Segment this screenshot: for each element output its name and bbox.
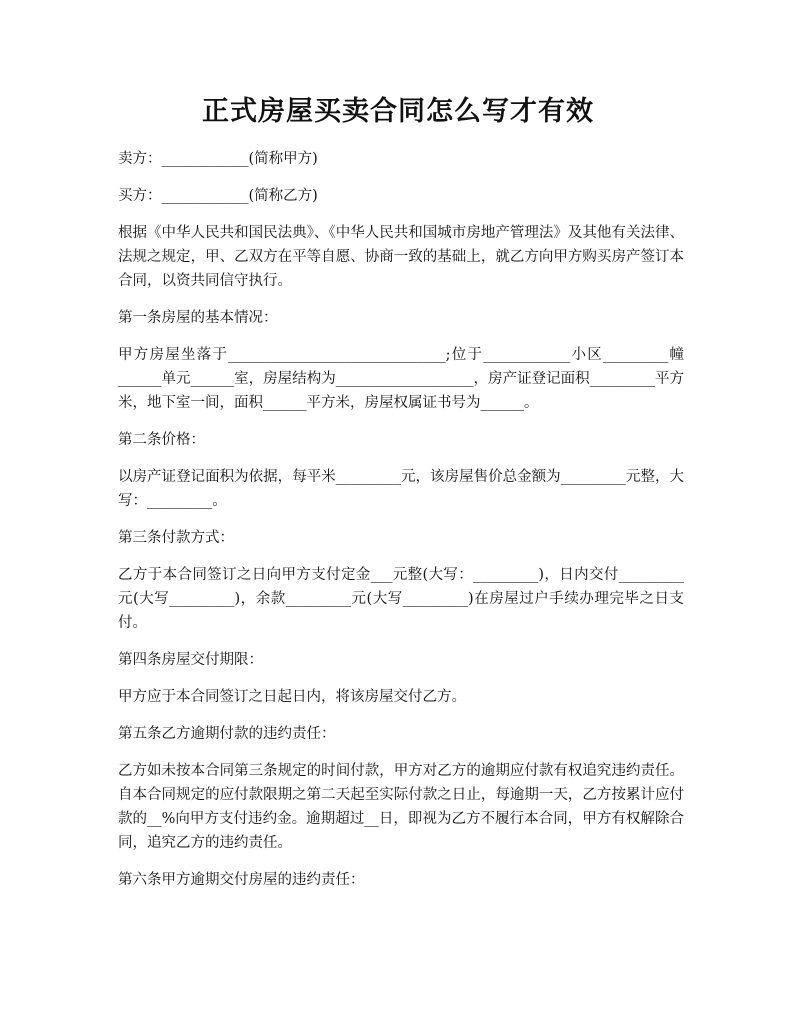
buyer-line: 买方：____________(简称乙方) — [118, 188, 318, 204]
document-body — [118, 147, 684, 905]
article-4-body: 甲方应于本合同签订之日起日内，将该房屋交付乙方。 — [118, 689, 466, 705]
article-6-heading: 第六条甲方逾期交付房屋的违约责任： — [118, 872, 365, 888]
article-1-body: 甲方房屋坐落于______________________________;位于____________小区_________幢______单元______室，房屋结构为___________________，房产证登记面积_________平方米，地下室一间，面积______平方米，房屋权属证书号为______。 — [118, 347, 684, 411]
article-2-heading: 第二条价格： — [118, 432, 205, 448]
article-3-body: 乙方于本合同签订之日向甲方支付定金___元整(大写：_________)，日内交付_________元(大写_________)，余款_________元(大写_________)在房屋过户手续办理完毕之日支付。 — [118, 567, 684, 631]
article-2-body: 以房产证登记面积为依据，每平米_________元，该房屋售价总金额为_________元整，大写：_________。 — [118, 469, 684, 509]
article-4-heading: 第四条房屋交付期限： — [118, 652, 263, 668]
article-1-heading: 第一条房屋的基本情况： — [118, 310, 278, 326]
seller-line: 卖方：____________(简称甲方) — [118, 151, 318, 167]
article-3-heading: 第三条付款方式： — [118, 530, 234, 546]
preamble-paragraph: 根据《中华人民共和国民法典》、《中华人民共和国城市房地产管理法》及其他有关法律、法规之规定，甲、乙双方在平等自愿、协商一致的基础上，就乙方向甲方购买房产签订本合同，以资共同信守执行。 — [118, 225, 684, 289]
document-title: 正式房屋买卖合同怎么写才有效 — [202, 96, 594, 127]
article-5-body: 乙方如未按本合同第三条规定的时间付款，甲方对乙方的逾期应付款有权追究违约责任。自本合同规定的应付款限期之第二天起至实际付款之日止，每逾期一天，乙方按累计应付款的__%向甲方支付违约金。逾期超过__日，即视为乙方不履行本合同，甲方有权解除合同，追究乙方的违约责任。 — [118, 763, 684, 851]
article-5-heading: 第五条乙方逾期付款的违约责任： — [118, 726, 336, 742]
